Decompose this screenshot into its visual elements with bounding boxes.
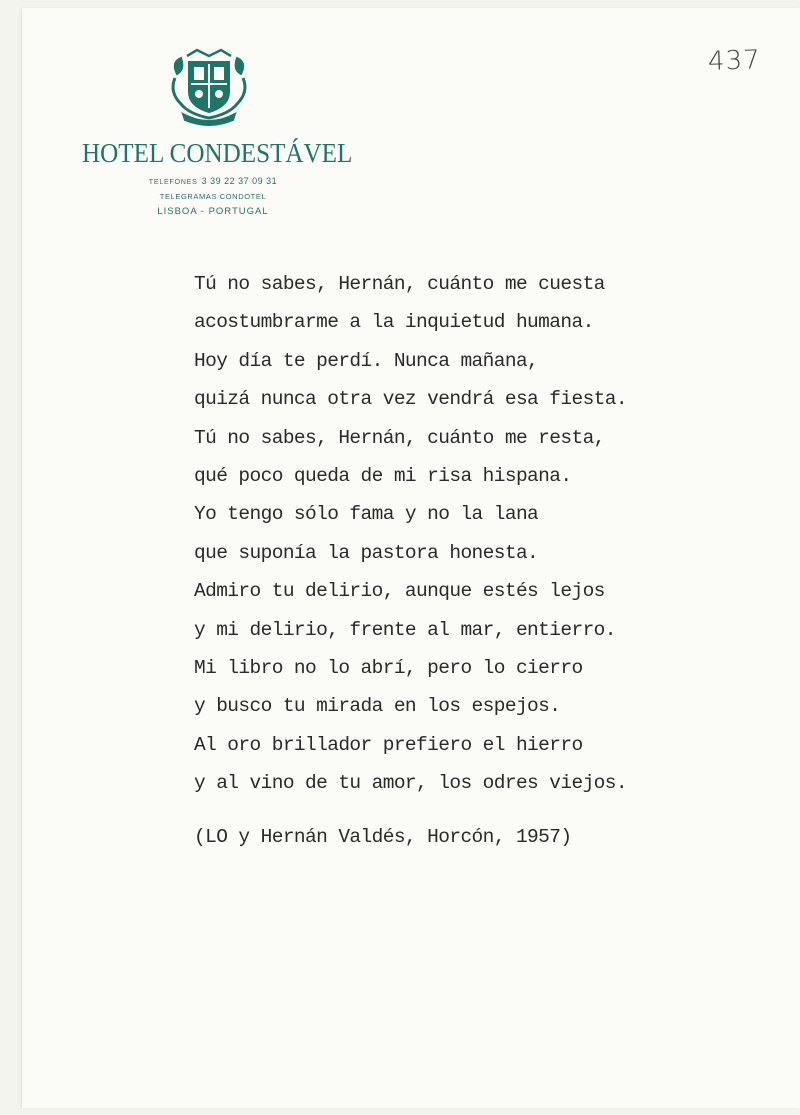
poem-line: quizá nunca otra vez vendrá esa fiesta. [194,388,627,411]
document-page [22,8,800,1108]
poem-line: Tú no sabes, Hernán, cuánto me resta, [194,426,605,449]
poem-line: Mi libro no lo abrí, pero lo cierro [194,656,583,679]
poem-attribution: (LO y Hernán Valdés, Horcón, 1957) [194,826,572,848]
poem-line: y al vino de tu amor, los odres viejos. [194,772,627,795]
telephone-label: TELEFONES [148,179,198,186]
poem-line: Al oro brillador prefiero el hierro [194,733,583,756]
poem-line: Yo tengo sólo fama y no la lana [194,503,539,526]
hotel-name: HOTEL CONDESTÁVEL [82,138,353,168]
poem-line: que suponía la pastora honesta. [194,541,539,564]
hotel-city: LISBOA - PORTUGAL [157,206,269,217]
poem-line: Admiro tu delirio, aunque estés lejos [194,580,605,603]
poem-line: qué poco queda de mi risa hispana. [194,464,572,487]
poem-line: acostumbrarme a la inquietud humana. [194,311,594,334]
handwritten-page-number: 437 [707,45,762,77]
hotel-crest-emblem-icon [167,48,251,126]
poem-text [194,265,627,802]
poem-line: Hoy día te perdí. Nunca mañana, [194,349,539,372]
poem-line: y busco tu mirada en los espejos. [194,695,561,718]
telephone-line [82,176,344,186]
poem-line: y mi delirio, frente al mar, entierro. [194,618,616,641]
telephone-numbers: 3 39 22 37 09 31 [201,176,278,186]
poem-line: Tú no sabes, Hernán, cuánto me cuesta [194,273,605,295]
telegram-address: TELEGRAMAS CONDOTEL [159,192,267,201]
